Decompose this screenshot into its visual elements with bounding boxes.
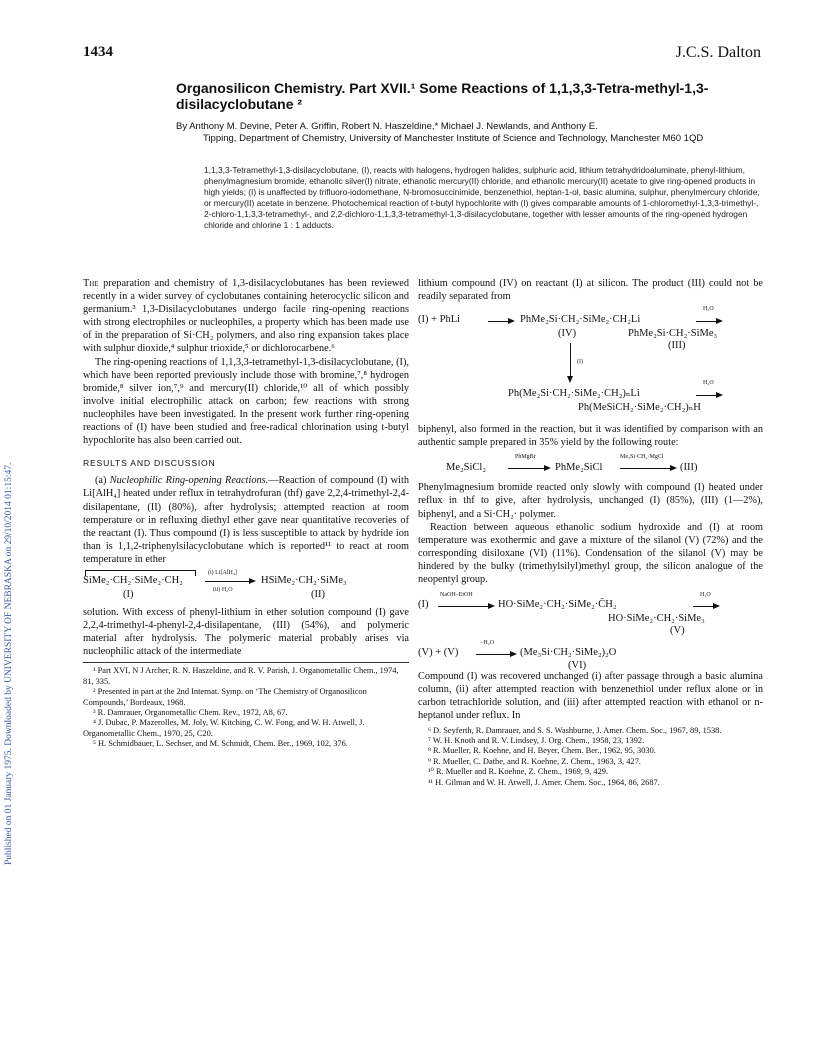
right-paragraph-3: Phenylmagnesium bromide reacted only slowly with compound (I) heated under reflux in thf to give, after hydrolysis, unchanged (I) (85%), (III) (1—2%), biphenyl, and a Si·CH₂· polymer.: [418, 482, 763, 520]
ring-bond-right: [195, 570, 196, 576]
left-column: [83, 277, 409, 750]
scheme4-arrow: [476, 654, 512, 655]
scheme2-arrow-1: [508, 468, 546, 469]
scheme3-arrow-1-head: [488, 603, 495, 609]
footnote: ³ R. Damrauer, Organometallic Chem. Rev., 1972, A8, 67.: [93, 707, 288, 717]
eq1-condition-top: (i) Li[AlH₄]: [208, 569, 237, 576]
page-number: 1434: [83, 44, 113, 60]
scheme3-water-label: H₂O: [700, 592, 711, 599]
footnote: ² Presented in part at the 2nd Internat. Symp. on ‘The Chemistry of Organosilicon Compounds,’ Bordeaux, 1968.: [83, 687, 367, 707]
reaction-scheme-1: [418, 303, 763, 423]
scheme2-arrow-2-head: [670, 465, 677, 471]
paragraph-2: The ring-opening reactions of 1,1,3,3-tetramethyl-1,3-disilacyclobutane, (I), which have been reported previously include those with bromine,⁷,⁸ hydrogen bromide,⁸ silver ion,⁷,⁹ and mercury(II) chloride,¹⁰ all of which possibly involve initial electrophilic attack on carbon; few reactions with strong nucleophiles have been investigated. In the present work further ring-opening reactions of (I) have been studied and free-radical chlorination using t-butyl hypochlorite has also been carried out.: [83, 356, 409, 447]
scheme4-label: (VI): [568, 660, 587, 672]
scheme1-label-iv: (IV): [558, 328, 577, 340]
footnote: ⁷ W. H. Knoth and R. V. Lindsey, J. Org. Chem., 1958, 23, 1392.: [428, 735, 645, 745]
scheme3-reactant: (I): [418, 599, 429, 611]
subsection-title: Nucleophilic Ring-opening Reactions.: [109, 475, 269, 487]
scheme3-arrow-2: [693, 606, 715, 607]
reaction-scheme-4: [418, 636, 763, 670]
download-watermark: [4, 185, 18, 865]
right-paragraph-1: lithium compound (IV) on reactant (I) at silicon. The product (III) could not be readily separated from: [418, 278, 763, 303]
journal-name: J.C.S. Dalton: [675, 44, 761, 61]
scheme4-arrow-head: [510, 651, 517, 657]
right-paragraph-2: biphenyl, also formed in the reaction, but it was identified by comparison with an authentic sample prepared in 35% yield by the following route:: [418, 424, 763, 449]
section-label: (a): [95, 475, 110, 487]
intro-paragraph: [83, 277, 409, 356]
scheme1-arrow-2-head: [716, 318, 723, 324]
footnote: ⁵ H. Schmidbauer, L. Sechser, and M. Schmidt, Chem. Ber., 1969, 102, 376.: [93, 739, 348, 749]
author-affiliation: Tipping, Department of Chemistry, University of Manchester Institute of Science and Technology, Manchester M60 1QD: [203, 133, 704, 144]
right-column: [418, 277, 763, 788]
scheme2-intermediate: PhMe₂SiCl: [555, 462, 603, 474]
scheme1-polymer-li: Ph(Me₂Si·CH₂·SiMe₂·CH₂)ₙLi: [508, 388, 640, 400]
section-heading: RESULTS AND DISCUSSION: [83, 458, 216, 469]
footnote: ¹¹ H. Gilman and W. H. Atwell, J. Amer. Chem. Soc., 1964, 86, 2687.: [428, 777, 660, 787]
eq1-label-reactant: (I): [123, 588, 134, 600]
footnote: ⁹ R. Mueller, C. Dathe, and R. Koehne, Z. Chem., 1963, 3, 427.: [428, 756, 641, 766]
scheme3-arrow-1: [438, 606, 490, 607]
scheme1-arrow-1: [488, 321, 510, 322]
paragraph-3: [83, 474, 409, 566]
scheme1-polymer-h: Ph(MeSiCH₂·SiMe₂·CH₂)ₙH: [578, 402, 701, 414]
scheme4-condition: −H₂O: [480, 640, 495, 647]
article-title: Organosilicon Chemistry. Part XVII.¹ Some Reactions of 1,1,3,3-Tetra-methyl-1,3-disilacyclobutane ²: [176, 80, 709, 112]
scheme1-arrow-3-head: [716, 392, 723, 398]
author-block: [176, 121, 766, 145]
paragraph-3-text: —Reaction of compound (I) with Li[AlH₄] heated under reflux in tetrahydrofuran (thf) gave 2,2,4-trimethyl-2,4-disilapentane, (II) (80%), after hydrolysis; attempted reaction at room temperature or in refluxing diethyl ether gave near quantitative recoveries of the reactant (I). Thus compound (I) is less susceptible to attack by hydride ion than is 1,1,2-triphenylsilacyclobutane which is reported¹¹ to react at room temperature in ether: [83, 475, 409, 565]
scheme2-reactant: Me₂SiCl₂: [446, 462, 486, 474]
right-paragraph-5: Compound (I) was recovered unchanged (i) after passage through a basic alumina column, (ii) after attempted reaction with benzenethiol under reflux alone or in carbon tetrachloride solution, and (iii) after attempted reaction with ethanol or n-heptanol under reflux. In: [418, 671, 763, 722]
equation-1: [83, 566, 409, 606]
scheme3-arrow-2-head: [713, 603, 720, 609]
scheme3-intermediate: HO·SiMe₂·CH₂·SiMe₂·C̄H₂: [498, 599, 617, 611]
abstract: 1,1,3,3-Tetramethyl-1,3-disilacyclobutane, (I), reacts with halogens, hydrogen halides, sulphuric acid, lithium tetrahydridoaluminate, phenyl-lithium, phenylmagnesium bromide, ethanolic silver(I) nitrate, ethanolic mercury(II) chloride, and ethanolic mercury(II) acetate to give ring-opened products in high yields; (I) is unaffected by trifluoro-iodomethane, N-bromosuccinimide, benzenethiol, heptan-1-ol, basic alumina, sulphur, phenylmercury chloride, or mercury(II) acetate in benzene. Photochemical reaction of t-butyl hypochlorite with (I) gives comparable amounts of 1-chloromethyl-1,3,3-trimethyl-, 2-chloro-1,1,3,3-tetramethyl-, and 2,2-dichloro-1,1,3,3-tetramethyl-1,3-disilacyclobutane, together with lesser amounts of the ring-opened hydrogen chloride and chlorine 1 : 1 adducts.: [204, 165, 760, 230]
footnote: ⁶ D. Seyferth, R. Damrauer, and S. S. Washburne, J. Amer. Chem. Soc., 1967, 89, 1538.: [428, 725, 722, 735]
scheme1-label-iii: (III): [668, 340, 686, 352]
scheme4-product: (Me₃Si·CH₂·SiMe₂)₂O: [520, 647, 617, 659]
watermark-text: Published on 01 January 1975. Downloaded by UNIVERSITY OF NEBRASKA on 29/10/2014 01:15:47.: [4, 462, 14, 865]
scheme2-product: (III): [680, 462, 698, 474]
scheme4-reactants: (V) + (V): [418, 647, 459, 659]
eq1-arrow: [205, 581, 251, 582]
scheme2-arrow-1-head: [544, 465, 551, 471]
footnote: ⁸ R. Mueller, R. Koehne, and H. Beyer, Chem. Ber., 1962, 95, 3030.: [428, 746, 656, 756]
eq1-condition-bottom: (ii) H₂O: [213, 586, 233, 593]
footnotes-right: [418, 726, 763, 788]
paragraph-4: solution. With excess of phenyl-lithium in ether solution compound (I) gave 2,2,4-trimethyl-4-phenyl-2,4-disilapentane, (III) (54%), and polymeric material after hydrolysis. The polymeric material probably arises via nucleophilic attack of the intermediate: [83, 606, 409, 658]
footnotes-left: [83, 662, 409, 749]
scheme3-condition: NaOH–EtOH: [440, 592, 473, 599]
intro-text: preparation and chemistry of 1,3-disilacyclobutanes has been reviewed recently in a wider survey of cyclobutanes containing heterocyclic silicon and germanium.³ 1,3-Disilacyclobutanes undergo facile ring-opening reactions with strong electrophiles or nucleophiles, a property which has been made use of in the preparation of Si·CH₂ polymers, and also ring expansion takes place with sulphur dioxide,⁴ sulphur trioxide,⁵ or dichlorocarbene.⁶: [83, 278, 409, 355]
scheme3-product: HO·SiMe₂·CH₂·SiMe₃: [608, 613, 705, 625]
scheme2-condition-1: PhMgBr: [515, 454, 536, 461]
reaction-scheme-2: [418, 449, 763, 481]
scheme1-intermediate: PhMe₂Si·CH₂·SiMe₂·CH₂Li: [520, 314, 641, 326]
scheme1-arrow-1-head: [508, 318, 515, 324]
scheme1-water-label-2: H₂O: [703, 380, 714, 387]
footnote: ⁴ J. Dubac, P. Mazerolles, M. Joly, W. Kitching, C. W. Fong, and W. H. Atwell, J. Organometallic Chem., 1970, 25, C20.: [83, 718, 365, 738]
footnote: ¹ Part XVI, N J Archer, R. N. Haszeldine, and R. V. Parish, J. Organometallic Chem., 1974, 81, 335.: [83, 666, 399, 686]
scheme1-arrow-3: [696, 395, 718, 396]
author-list: By Anthony M. Devine, Peter A. Griffin, Robert N. Haszeldine,* Michael J. Newlands, and Anthony E.: [176, 121, 598, 132]
eq1-arrow-head: [249, 578, 256, 584]
scheme1-water-label: H₂O: [703, 306, 714, 313]
reaction-scheme-3: [418, 586, 763, 636]
eq1-label-product: (II): [311, 588, 325, 600]
scheme1-step-label: (I): [577, 359, 583, 366]
eq1-product: HSiMe₂·CH₂·SiMe₃: [261, 574, 347, 586]
right-paragraph-4: Reaction between aqueous ethanolic sodium hydroxide and (I) at room temperature was exothermic and gave a mixture of the silanol (V) (72%) and the corresponding disiloxane (VI) (11%). Condensation of the silanol (V) may be hindered by the bulky (trimethylsilyl)methyl group, the silicon analogue of the neopentyl group.: [418, 521, 763, 586]
footnote: ¹⁰ R. Mueller and R. Koehne, Z. Chem., 1969, 9, 429.: [428, 767, 609, 777]
scheme3-label-v: (V): [670, 625, 685, 637]
scheme1-product-iii: PhMe₂Si·CH₂·SiMe₃: [628, 328, 718, 340]
scheme1-reactants: (I) + PhLi: [418, 314, 461, 326]
scheme1-arrow-2: [696, 321, 718, 322]
eq1-reactant: SiMe₂·CH₂·SiMe₂·CH₂: [83, 574, 183, 586]
drop-lead: The: [83, 278, 99, 289]
scheme1-down-arrow: [570, 343, 571, 377]
scheme2-condition-2: Me₃Si·CH₂·MgCl: [620, 454, 664, 461]
scheme1-down-arrow-head: [567, 376, 573, 383]
scheme2-arrow-2: [620, 468, 672, 469]
ring-bond-top: [85, 570, 195, 571]
